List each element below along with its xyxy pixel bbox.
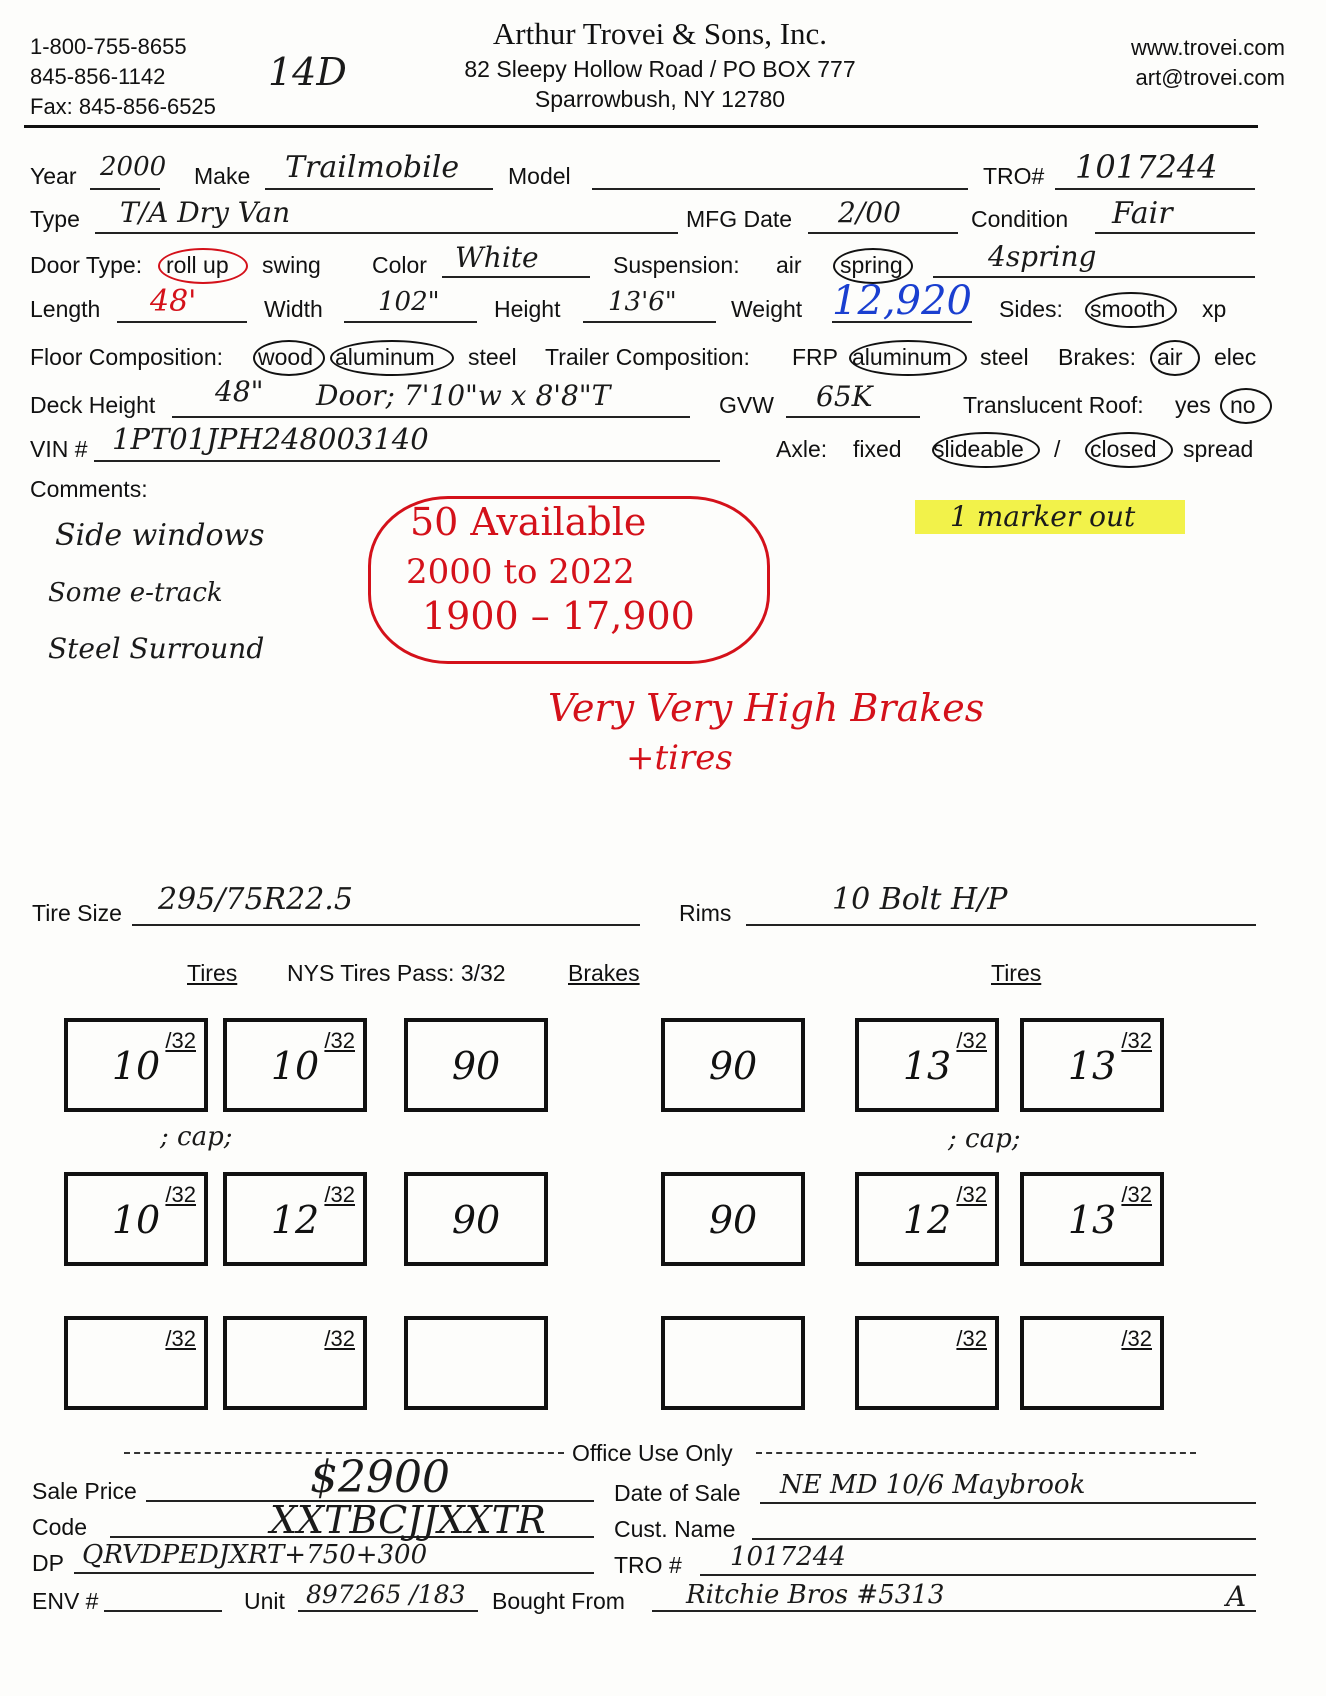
suspension-air-option[interactable]: air — [776, 252, 802, 278]
address-line-2: Sparrowbush, NY 12780 — [534, 86, 786, 112]
fraction-label: /32 — [165, 1326, 196, 1351]
brake-percent-box[interactable] — [661, 1172, 805, 1266]
unit-label: Unit — [244, 1588, 285, 1614]
brakes-header: Brakes — [568, 960, 640, 986]
code-label: Code — [32, 1514, 87, 1540]
address-line-1: 82 Sleepy Hollow Road / PO BOX 777 — [464, 56, 856, 82]
date-of-sale-field[interactable]: NE MD 10/6 Maybrook — [780, 1470, 1086, 1500]
fraction-label: /32 — [1121, 1182, 1152, 1207]
box-value: 10 — [111, 1044, 161, 1088]
sides-xp-option[interactable]: xp — [1202, 296, 1227, 322]
tire-tread-box[interactable] — [1020, 1018, 1164, 1112]
office-tro-field[interactable]: 1017244 — [730, 1542, 846, 1572]
cap-note-left: ; cap; — [160, 1122, 233, 1152]
box-value: 13 — [1067, 1044, 1117, 1088]
bought-from-label: Bought From — [492, 1588, 625, 1614]
tire-tread-box[interactable] — [223, 1172, 367, 1266]
tire-size-field[interactable]: 295/75R22.5 — [158, 882, 353, 917]
fraction-label: /32 — [1121, 1028, 1152, 1053]
height-field[interactable]: 13'6" — [608, 287, 677, 317]
phone-2: 845-856-1142 — [30, 64, 166, 89]
comment-high-brakes: Very Very High Brakes — [548, 686, 985, 730]
sale-price-label: Sale Price — [32, 1478, 137, 1504]
roof-no-option[interactable]: no — [1230, 392, 1256, 418]
sides-smooth-option[interactable]: smooth — [1090, 296, 1166, 322]
phone-1: 1-800-755-8655 — [30, 34, 187, 59]
tires-right-header: Tires — [991, 960, 1042, 986]
tc-aluminum-option[interactable]: aluminum — [852, 344, 952, 370]
fraction-label: /32 — [324, 1182, 355, 1207]
fraction-label: /32 — [324, 1326, 355, 1351]
floor-steel-option[interactable]: steel — [468, 344, 517, 370]
year-label: Year — [30, 163, 77, 189]
brake-percent-box[interactable] — [661, 1018, 805, 1112]
axle-fixed-option[interactable]: fixed — [853, 436, 902, 462]
comment-available: 50 Available — [410, 500, 647, 544]
comment-side-windows: Side windows — [55, 518, 265, 553]
door-swing-option[interactable]: swing — [262, 252, 321, 278]
gvw-field[interactable]: 65K — [816, 380, 873, 413]
condition-field[interactable]: Fair — [1112, 196, 1173, 231]
office-use-title: Office Use Only — [572, 1440, 733, 1466]
dp-field[interactable]: QRVDPEDJXRT+750+300 — [82, 1540, 428, 1570]
brakes-label: Brakes: — [1058, 344, 1136, 370]
comment-price-range: 1900 – 17,900 — [422, 594, 695, 638]
brake-percent-box[interactable] — [404, 1018, 548, 1112]
axle-label: Axle: — [776, 436, 828, 462]
door-dimensions[interactable]: Door; 7'10"w x 8'8"T — [316, 379, 611, 412]
company-address — [390, 54, 930, 114]
rims-label: Rims — [679, 900, 732, 926]
color-label: Color — [372, 252, 427, 278]
brake-percent-box[interactable] — [661, 1316, 805, 1410]
year-field[interactable]: 2000 — [100, 152, 167, 182]
gvw-label: GVW — [719, 392, 774, 418]
condition-label: Condition — [971, 206, 1069, 232]
nys-tires-pass: NYS Tires Pass: 3/32 — [287, 960, 506, 986]
dp-label: DP — [32, 1550, 64, 1576]
fraction-label: /32 — [165, 1028, 196, 1053]
rims-field[interactable]: 10 Bolt H/P — [832, 882, 1008, 917]
fraction-label: /32 — [1121, 1326, 1152, 1351]
sale-price-field[interactable]: $2900 — [310, 1452, 450, 1503]
box-value: 90 — [451, 1198, 501, 1242]
company-name: Arthur Trovei & Sons, Inc. — [492, 16, 828, 51]
type-field[interactable]: T/A Dry Van — [120, 196, 291, 229]
roof-label: Translucent Roof: — [963, 392, 1144, 418]
code-field[interactable]: XXTBCJJXXTR — [270, 1498, 546, 1542]
axle-slash: / — [1054, 436, 1061, 462]
deck-field[interactable]: 48" — [215, 375, 264, 408]
tire-tread-box[interactable] — [64, 1316, 208, 1410]
length-label: Length — [30, 296, 101, 322]
tire-tread-box[interactable] — [855, 1172, 999, 1266]
axle-spread-option[interactable]: spread — [1183, 436, 1254, 462]
color-field[interactable]: White — [455, 241, 539, 274]
mfg-field[interactable]: 2/00 — [838, 196, 901, 229]
comment-steel-surround: Steel Surround — [48, 632, 265, 665]
fraction-label: /32 — [165, 1182, 196, 1207]
width-field[interactable]: 102" — [378, 287, 440, 317]
box-value: 90 — [451, 1044, 501, 1088]
make-label: Make — [194, 163, 251, 189]
unit-field[interactable]: 897265 /183 — [306, 1580, 466, 1609]
fraction-label: /32 — [956, 1326, 987, 1351]
mfg-label: MFG Date — [686, 206, 793, 232]
floor-wood-option[interactable]: wood — [258, 344, 313, 370]
tire-tread-box[interactable] — [1020, 1172, 1164, 1266]
weight-field[interactable]: 12,920 — [832, 278, 972, 324]
env-label: ENV # — [32, 1588, 99, 1614]
cust-name-label: Cust. Name — [614, 1516, 736, 1542]
fraction-label: /32 — [324, 1028, 355, 1053]
initials: A — [1226, 1580, 1247, 1613]
weight-label: Weight — [731, 296, 803, 322]
vin-label: VIN # — [30, 436, 88, 462]
email-link[interactable]: art@trovei.com — [1135, 65, 1285, 90]
comments-label: Comments: — [30, 476, 148, 502]
tc-frp-option[interactable]: FRP — [792, 344, 838, 370]
deck-label: Deck Height — [30, 392, 156, 418]
brakes-air-option[interactable]: air — [1157, 344, 1183, 370]
bought-from-field[interactable]: Ritchie Bros #5313 — [686, 1580, 945, 1610]
box-value: 10 — [111, 1198, 161, 1242]
model-label: Model — [508, 163, 571, 189]
axle-slideable-option[interactable]: slideable — [933, 436, 1024, 462]
roof-yes-option[interactable]: yes — [1175, 392, 1211, 418]
box-value: 10 — [270, 1044, 320, 1088]
box-value: 90 — [708, 1198, 758, 1242]
tire-size-label: Tire Size — [32, 900, 122, 926]
door-roll-up-option[interactable]: roll up — [166, 252, 229, 278]
tro-label: TRO# — [983, 163, 1045, 189]
type-label: Type — [30, 206, 80, 232]
axle-closed-option[interactable]: closed — [1090, 436, 1157, 462]
tire-tread-box[interactable] — [1020, 1316, 1164, 1410]
tire-tread-box[interactable] — [223, 1316, 367, 1410]
length-field[interactable]: 48' — [150, 284, 197, 319]
tc-steel-option[interactable]: steel — [980, 344, 1029, 370]
fax: Fax: 845-856-6525 — [30, 94, 216, 119]
suspension-spring-option[interactable]: spring — [840, 252, 903, 278]
suspension-label: Suspension: — [613, 252, 740, 278]
header-divider — [24, 125, 1258, 128]
hand-code: 14D — [268, 50, 347, 94]
tro-field[interactable]: 1017244 — [1075, 148, 1218, 186]
cap-note-right: ; cap; — [948, 1124, 1021, 1154]
comment-marker-out: 1 marker out — [915, 500, 1185, 534]
tire-tread-box[interactable] — [855, 1316, 999, 1410]
tires-left-header: Tires — [187, 960, 238, 986]
comment-etrack: Some e-track — [48, 578, 223, 608]
header-web — [1000, 33, 1285, 93]
brake-percent-box[interactable] — [404, 1316, 548, 1410]
tire-tread-box[interactable] — [223, 1018, 367, 1112]
make-field[interactable]: Trailmobile — [285, 150, 460, 185]
trailer-comp-label: Trailer Composition: — [545, 344, 750, 370]
box-value: 90 — [708, 1044, 758, 1088]
fraction-label: /32 — [956, 1182, 987, 1207]
header-contact — [30, 32, 216, 122]
comment-years: 2000 to 2022 — [406, 552, 635, 592]
suspension-note[interactable]: 4spring — [988, 240, 1097, 273]
tire-tread-box[interactable] — [855, 1018, 999, 1112]
box-value: 13 — [1067, 1198, 1117, 1242]
sides-label: Sides: — [999, 296, 1063, 322]
box-value: 12 — [902, 1198, 952, 1242]
comment-tires: +tires — [626, 738, 733, 778]
vin-field[interactable]: 1PT01JPH248003140 — [112, 422, 429, 456]
box-value: 13 — [902, 1044, 952, 1088]
floor-label: Floor Composition: — [30, 344, 224, 370]
office-tro-label: TRO # — [614, 1552, 682, 1578]
tire-tread-box[interactable] — [64, 1172, 208, 1266]
tire-tread-box[interactable] — [64, 1018, 208, 1112]
date-of-sale-label: Date of Sale — [614, 1480, 741, 1506]
floor-aluminum-option[interactable]: aluminum — [335, 344, 435, 370]
brake-percent-box[interactable] — [404, 1172, 548, 1266]
website-link[interactable]: www.trovei.com — [1130, 35, 1285, 60]
height-label: Height — [494, 296, 561, 322]
fraction-label: /32 — [956, 1028, 987, 1053]
width-label: Width — [264, 296, 323, 322]
box-value: 12 — [270, 1198, 320, 1242]
brakes-elec-option[interactable]: elec — [1214, 344, 1257, 370]
door-type-label: Door Type: — [30, 252, 143, 278]
office-divider-right — [756, 1452, 1196, 1454]
